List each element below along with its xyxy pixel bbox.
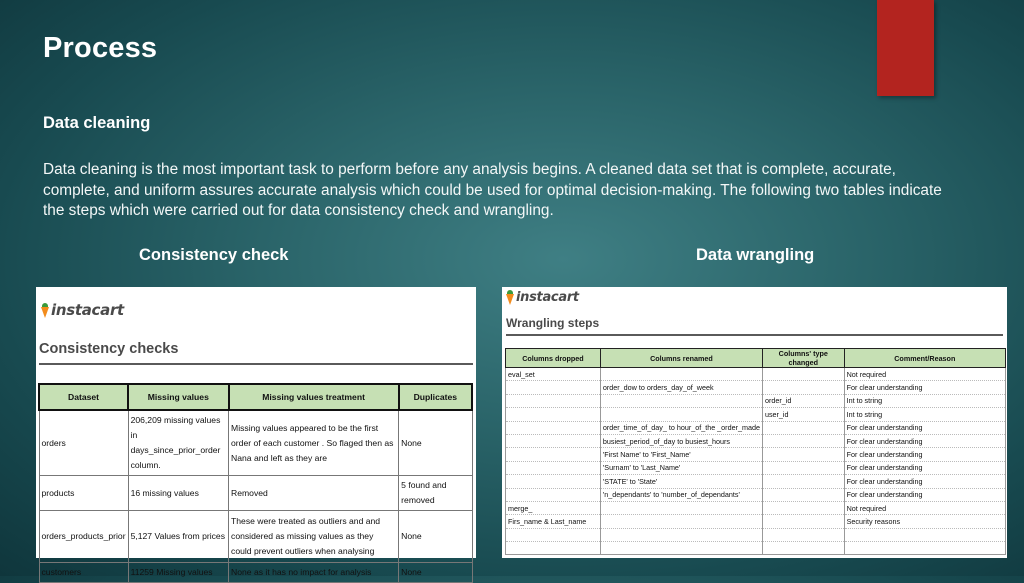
table-cell: products	[39, 476, 128, 511]
table-cell	[762, 434, 844, 447]
table-cell: merge_	[506, 501, 601, 514]
table-cell	[762, 461, 844, 474]
table-cell: For clear understanding	[844, 421, 1005, 434]
table-cell: eval_set	[506, 368, 601, 381]
table-cell: These were treated as outliers and and considered as missing values as they could prevent outliers when analysing	[229, 511, 399, 563]
table-cell: order_dow to orders_day_of_week	[600, 381, 762, 394]
column-header: Columns' type changed	[762, 349, 844, 368]
table-cell	[762, 421, 844, 434]
wrangling-table	[505, 348, 1006, 555]
data-wrangling-image	[502, 287, 1007, 558]
table-cell	[762, 515, 844, 528]
table-cell	[600, 501, 762, 514]
table-cell	[506, 528, 601, 541]
table-header-row	[39, 384, 472, 410]
table-row	[506, 461, 1006, 474]
table-cell: Firs_name & Last_name	[506, 515, 601, 528]
table-row	[506, 501, 1006, 514]
table-cell: order_time_of_day_ to hour_of_the _order_made	[600, 421, 762, 434]
consistency-table	[38, 383, 473, 583]
table-cell: For clear understanding	[844, 381, 1005, 394]
table-row	[506, 475, 1006, 488]
table-row	[506, 394, 1006, 407]
table-cell	[600, 542, 762, 555]
instacart-logo: instacart	[41, 301, 124, 319]
table-cell: None	[399, 511, 472, 563]
table-row	[39, 476, 472, 511]
caption-consistency-check: Consistency check	[139, 246, 289, 264]
table-cell	[506, 421, 601, 434]
table-cell: 16 missing values	[128, 476, 228, 511]
table-cell: Int to string	[844, 408, 1005, 421]
table-cell: For clear understanding	[844, 448, 1005, 461]
table-cell: Not required	[844, 368, 1005, 381]
table-row	[506, 448, 1006, 461]
instacart-logo: instacart	[506, 290, 579, 305]
column-header: Columns dropped	[506, 349, 601, 368]
table-cell	[844, 542, 1005, 555]
slide-title: Process	[43, 32, 158, 64]
table-cell: 'First Name' to 'First_Name'	[600, 448, 762, 461]
table-cell	[762, 542, 844, 555]
table-cell: 206,209 missing values in days_since_prior_order column.	[128, 410, 228, 476]
table-cell	[506, 448, 601, 461]
table-cell	[844, 528, 1005, 541]
column-header: Duplicates	[399, 384, 472, 410]
table-cell	[506, 381, 601, 394]
table-cell: customers	[39, 563, 128, 583]
table-cell: order_id	[762, 394, 844, 407]
table-cell: None	[399, 563, 472, 583]
table-cell	[762, 528, 844, 541]
consistency-heading: Consistency checks	[39, 337, 473, 365]
table-cell: 'STATE' to 'State'	[600, 475, 762, 488]
table-cell: 'Surnam' to 'Last_Name'	[600, 461, 762, 474]
table-cell	[506, 461, 601, 474]
table-cell: busiest_period_of_day to busiest_hours	[600, 434, 762, 447]
table-cell	[506, 434, 601, 447]
table-cell	[506, 394, 601, 407]
table-cell	[762, 501, 844, 514]
table-cell: For clear understanding	[844, 475, 1005, 488]
caption-data-wrangling: Data wrangling	[696, 246, 815, 264]
table-cell	[506, 475, 601, 488]
table-cell	[600, 408, 762, 421]
column-header: Missing values treatment	[229, 384, 399, 410]
table-row	[506, 434, 1006, 447]
column-header: Dataset	[39, 384, 128, 410]
table-cell	[600, 515, 762, 528]
column-header: Missing values	[128, 384, 228, 410]
table-cell: Removed	[229, 476, 399, 511]
consistency-check-image	[36, 287, 476, 577]
table-cell: 11259 Missing values	[128, 563, 228, 583]
table-row	[506, 421, 1006, 434]
column-header: Comment/Reason	[844, 349, 1005, 368]
body-paragraph: Data cleaning is the most important task to perform before any analysis begins. A cleaned data set that is complete, accurate, complete, and uniform assures accurate analysis which could be used for optimal decision-making. The following two tables indicate the steps which were carried out for data consistency check and wrangling.	[43, 161, 942, 219]
table-cell	[762, 381, 844, 394]
table-cell: None	[399, 410, 472, 476]
table-row	[39, 511, 472, 563]
table-cell: Not required	[844, 501, 1005, 514]
carrot-icon	[506, 290, 514, 305]
table-row	[506, 528, 1006, 541]
table-row	[506, 488, 1006, 501]
table-cell: 'n_dependants' to 'number_of_dependants'	[600, 488, 762, 501]
table-cell	[600, 394, 762, 407]
table-cell	[762, 448, 844, 461]
table-cell	[506, 488, 601, 501]
table-cell: For clear understanding	[844, 488, 1005, 501]
table-cell	[762, 368, 844, 381]
table-cell: orders_products_prior	[39, 511, 128, 563]
table-row	[506, 368, 1006, 381]
table-row	[506, 381, 1006, 394]
table-cell	[506, 542, 601, 555]
table-row	[506, 515, 1006, 528]
table-row	[506, 408, 1006, 421]
table-cell: user_id	[762, 408, 844, 421]
table-cell: Missing values appeared to be the first order of each customer . So flaged then as Nana and left as they are	[229, 410, 399, 476]
table-row	[506, 542, 1006, 555]
table-cell: Security reasons	[844, 515, 1005, 528]
table-cell: orders	[39, 410, 128, 476]
column-header: Columns renamed	[600, 349, 762, 368]
table-cell: For clear understanding	[844, 434, 1005, 447]
table-header-row	[506, 349, 1006, 368]
wrangling-heading: Wrangling steps	[506, 314, 1003, 336]
section-subtitle: Data cleaning	[43, 114, 151, 132]
table-row	[39, 563, 472, 583]
table-cell	[762, 475, 844, 488]
table-cell: None as it has no impact for analysis	[229, 563, 399, 583]
table-cell: Int to string	[844, 394, 1005, 407]
table-cell	[600, 528, 762, 541]
table-row	[39, 410, 472, 476]
accent-tab	[877, 0, 934, 96]
table-cell: 5,127 Values from prices	[128, 511, 228, 563]
table-cell	[600, 368, 762, 381]
table-cell: 5 found and removed	[399, 476, 472, 511]
table-cell	[762, 488, 844, 501]
table-cell: For clear understanding	[844, 461, 1005, 474]
carrot-icon	[41, 303, 49, 318]
table-cell	[506, 408, 601, 421]
